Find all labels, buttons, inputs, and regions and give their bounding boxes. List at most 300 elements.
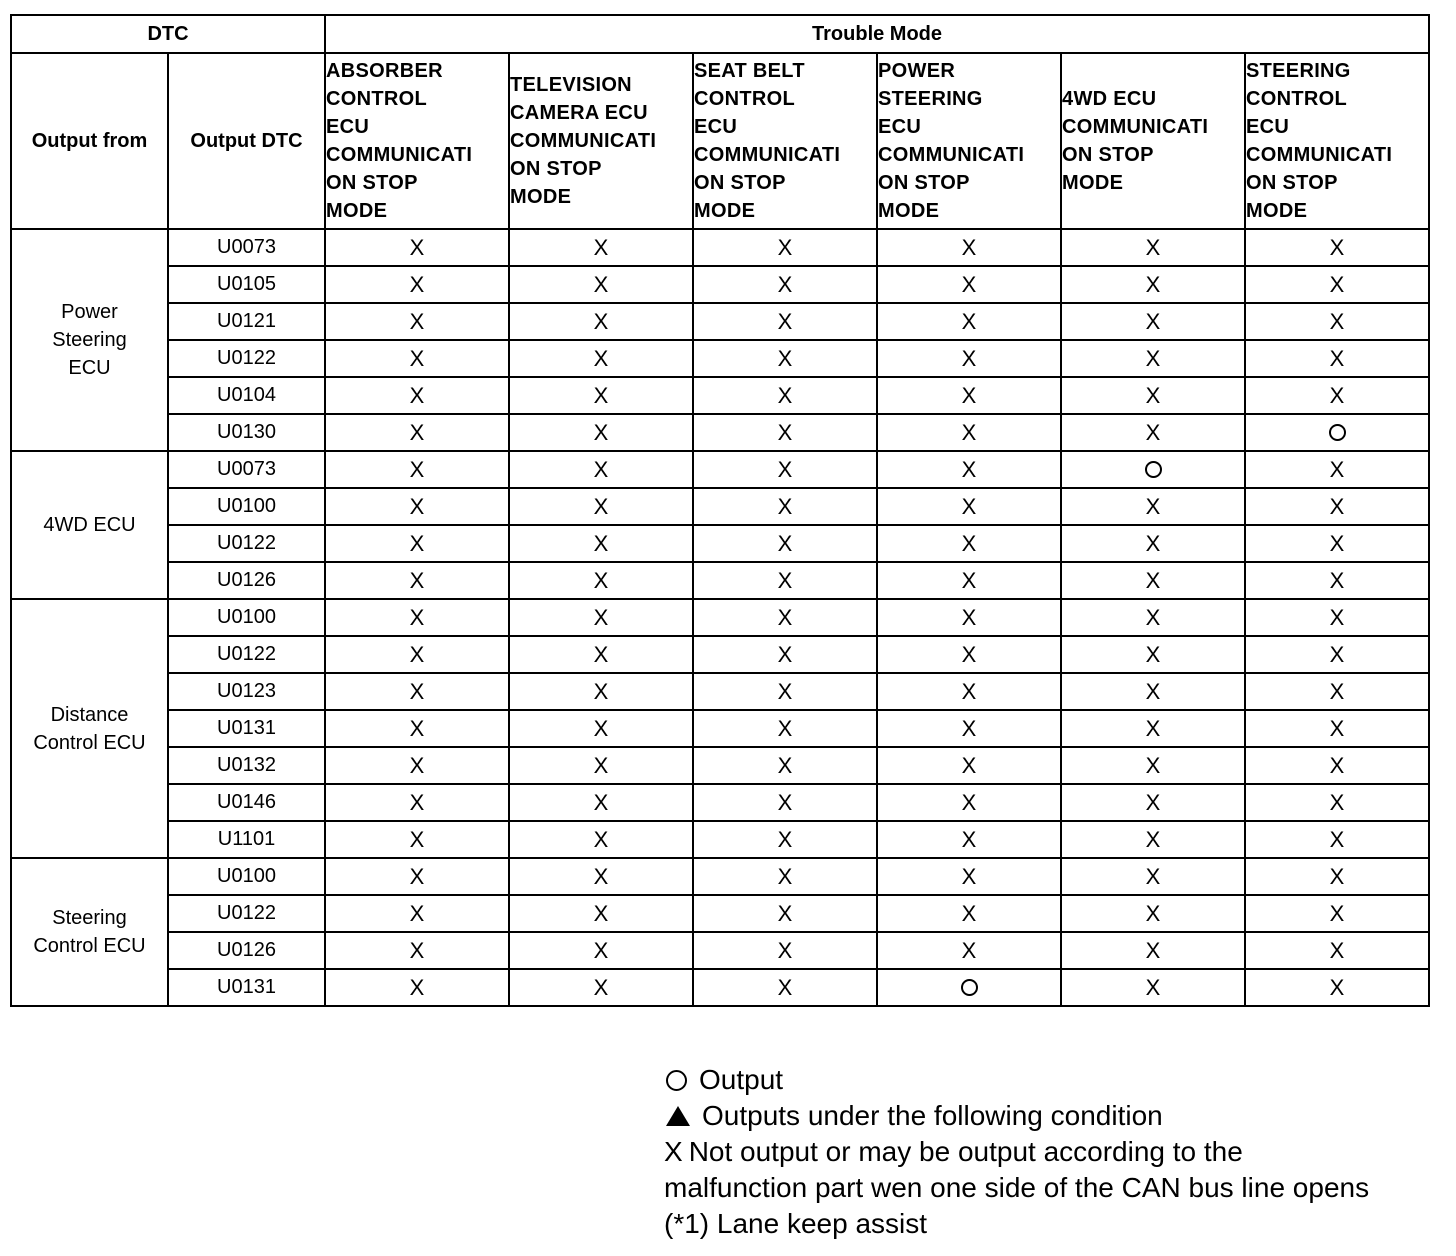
mode-cell [1245,451,1429,488]
x-mark-icon: X [664,1136,683,1167]
x-mark-icon: X [593,789,609,815]
x-mark-icon: X [961,493,977,519]
mode-cell [1061,414,1245,451]
mode-cell [877,488,1061,525]
x-mark-icon: X [409,900,425,926]
mode-cell [1061,969,1245,1006]
legend-output-text: Output [699,1064,784,1095]
x-mark-icon: X [777,752,793,778]
output-circle-icon [1329,424,1346,441]
mode-cell [509,895,693,932]
dtc-code: U0122 [168,340,325,377]
mode-cell [877,229,1061,266]
x-mark-icon: X [777,345,793,371]
dtc-code: U0073 [168,451,325,488]
mode-cell [1061,340,1245,377]
mode-cell [509,673,693,710]
dtc-code: U0146 [168,784,325,821]
mode-cell [509,229,693,266]
x-mark-icon: X [409,308,425,334]
mode-cell [693,821,877,858]
x-mark-icon: X [1329,974,1345,1000]
x-mark-icon: X [593,345,609,371]
x-mark-icon: X [1145,678,1161,704]
x-mark-icon: X [593,863,609,889]
group-name: Power Steering ECU [11,229,168,451]
mode-cell [693,636,877,673]
x-mark-icon: X [1329,900,1345,926]
mode-cell [1061,710,1245,747]
mode-cell [1245,932,1429,969]
mode-cell [325,895,509,932]
mode-cell [877,784,1061,821]
x-mark-icon: X [961,789,977,815]
x-mark-icon: X [1145,493,1161,519]
x-mark-icon: X [1145,900,1161,926]
x-mark-icon: X [961,826,977,852]
mode-cell [693,858,877,895]
x-mark-icon: X [409,789,425,815]
table-row [11,932,1429,969]
x-mark-icon: X [777,900,793,926]
table-row [11,599,1429,636]
x-mark-icon: X [1329,715,1345,741]
x-mark-icon: X [1329,345,1345,371]
mode-cell [509,488,693,525]
x-mark-icon: X [593,234,609,260]
mode-cell [1245,525,1429,562]
x-mark-icon: X [961,752,977,778]
mode-cell [509,932,693,969]
x-mark-icon: X [1145,271,1161,297]
mode-cell [1245,710,1429,747]
mode-cell [877,895,1061,932]
x-mark-icon: X [409,604,425,630]
mode-cell [1061,636,1245,673]
x-mark-icon: X [1329,493,1345,519]
x-mark-icon: X [961,271,977,297]
mode-cell [693,969,877,1006]
x-mark-icon: X [961,308,977,334]
x-mark-icon: X [961,678,977,704]
mode-cell [1061,747,1245,784]
x-mark-icon: X [961,937,977,963]
mode-cell [877,451,1061,488]
x-mark-icon: X [777,456,793,482]
mode-cell [693,599,877,636]
dtc-code: U0122 [168,525,325,562]
mode-cell [877,303,1061,340]
mode-cell [693,932,877,969]
table-body [11,229,1429,1006]
mode-cell [1061,266,1245,303]
x-mark-icon: X [777,234,793,260]
mode-cell [509,821,693,858]
mode-cell [693,710,877,747]
x-mark-icon: X [409,271,425,297]
legend-x [664,1134,1444,1170]
header-mode-4wd: 4WD ECU COMMUNICATI ON STOP MODE [1061,53,1245,229]
x-mark-icon: X [1145,234,1161,260]
dtc-code: U0121 [168,303,325,340]
dtc-code: U0100 [168,488,325,525]
table-row [11,673,1429,710]
x-mark-icon: X [1145,863,1161,889]
mode-cell [509,451,693,488]
mode-cell [1245,636,1429,673]
x-mark-icon: X [593,900,609,926]
legend-x-continued [664,1170,1444,1206]
dtc-code: U0126 [168,932,325,969]
dtc-code: U0073 [168,229,325,266]
mode-cell [693,340,877,377]
x-mark-icon: X [593,493,609,519]
mode-cell [325,488,509,525]
table-row [11,451,1429,488]
x-mark-icon: X [777,419,793,445]
x-mark-icon: X [1145,752,1161,778]
table-row [11,969,1429,1006]
mode-cell [325,821,509,858]
mode-cell [325,303,509,340]
mode-cell [1061,673,1245,710]
mode-cell [877,340,1061,377]
table-row [11,266,1429,303]
table-row [11,710,1429,747]
x-mark-icon: X [593,678,609,704]
table-row [11,821,1429,858]
x-mark-icon: X [409,234,425,260]
x-mark-icon: X [409,715,425,741]
table-row [11,377,1429,414]
mode-cell [693,562,877,599]
mode-cell [877,377,1061,414]
legend-x-text-2: malfunction part wen one side of the CAN bus line opens [664,1172,1370,1203]
legend-condition-text: Outputs under the following condition [702,1100,1163,1131]
group-name: Steering Control ECU [11,858,168,1006]
mode-cell [1061,229,1245,266]
x-mark-icon: X [409,678,425,704]
x-mark-icon: X [409,345,425,371]
mode-cell [1061,488,1245,525]
mode-cell [509,525,693,562]
x-mark-icon: X [961,456,977,482]
mode-cell [693,525,877,562]
x-mark-icon: X [593,604,609,630]
x-mark-icon: X [1145,789,1161,815]
mode-cell [877,821,1061,858]
mode-cell [325,599,509,636]
x-mark-icon: X [593,826,609,852]
mode-cell [1061,784,1245,821]
x-mark-icon: X [593,419,609,445]
mode-cell [877,932,1061,969]
table-row [11,340,1429,377]
mode-cell [693,673,877,710]
legend-note [664,1206,1444,1242]
mode-cell [509,562,693,599]
table-row [11,229,1429,266]
dtc-code: U0132 [168,747,325,784]
mode-cell [693,784,877,821]
x-mark-icon: X [409,937,425,963]
mode-cell [325,266,509,303]
table-row [11,895,1429,932]
x-mark-icon: X [1329,308,1345,334]
x-mark-icon: X [777,715,793,741]
x-mark-icon: X [777,641,793,667]
mode-cell [1245,266,1429,303]
x-mark-icon: X [409,863,425,889]
x-mark-icon: X [409,493,425,519]
header-mode-absorber: ABSORBER CONTROL ECU COMMUNICATI ON STOP MODE [325,53,509,229]
mode-cell [325,932,509,969]
legend-note-text: (*1) Lane keep assist [664,1208,928,1239]
mode-cell [1061,562,1245,599]
x-mark-icon: X [1329,530,1345,556]
mode-cell [509,969,693,1006]
mode-cell [1245,747,1429,784]
table-row [11,488,1429,525]
x-mark-icon: X [593,641,609,667]
x-mark-icon: X [777,789,793,815]
mode-cell [877,858,1061,895]
mode-cell [509,784,693,821]
x-mark-icon: X [1145,641,1161,667]
output-circle-icon [961,979,978,996]
mode-cell [693,747,877,784]
x-mark-icon: X [961,419,977,445]
mode-cell [693,266,877,303]
mode-cell [509,599,693,636]
x-mark-icon: X [1329,863,1345,889]
x-mark-icon: X [961,345,977,371]
x-mark-icon: X [1145,345,1161,371]
mode-cell [877,562,1061,599]
mode-cell [693,895,877,932]
dtc-code: U0100 [168,858,325,895]
mode-cell [325,747,509,784]
mode-cell [509,414,693,451]
header-output-from: Output from [11,53,168,229]
x-mark-icon: X [409,530,425,556]
x-mark-icon: X [593,530,609,556]
x-mark-icon: X [1329,826,1345,852]
mode-cell [325,229,509,266]
x-mark-icon: X [961,900,977,926]
mode-cell [1245,562,1429,599]
x-mark-icon: X [1329,567,1345,593]
mode-cell [1245,488,1429,525]
x-mark-icon: X [593,567,609,593]
header-trouble-mode: Trouble Mode [325,15,1429,53]
mode-cell [1061,821,1245,858]
mode-cell [1061,451,1245,488]
dtc-code: U0126 [168,562,325,599]
x-mark-icon: X [1329,456,1345,482]
header-mode-power-steering: POWER STEERING ECU COMMUNICATI ON STOP MODE [877,53,1061,229]
x-mark-icon: X [1329,382,1345,408]
mode-cell [877,266,1061,303]
mode-cell [509,710,693,747]
output-circle-icon [1145,461,1162,478]
mode-cell [1245,303,1429,340]
dtc-code: U0122 [168,895,325,932]
table-row [11,562,1429,599]
dtc-code: U0105 [168,266,325,303]
table-row [11,525,1429,562]
x-mark-icon: X [777,382,793,408]
header-row-top [11,15,1429,53]
x-mark-icon: X [409,826,425,852]
mode-cell [1061,525,1245,562]
x-mark-icon: X [1145,308,1161,334]
legend-condition [664,1098,1444,1134]
header-mode-seat-belt: SEAT BELT CONTROL ECU COMMUNICATI ON STOP MODE [693,53,877,229]
x-mark-icon: X [777,678,793,704]
legend-x-text-1: Not output or may be output according to the [688,1136,1243,1167]
x-mark-icon: X [961,863,977,889]
mode-cell [1245,599,1429,636]
header-mode-steering-control: STEERING CONTROL ECU COMMUNICATI ON STOP MODE [1245,53,1429,229]
group-name: Distance Control ECU [11,599,168,858]
x-mark-icon: X [1145,937,1161,963]
x-mark-icon: X [1145,604,1161,630]
x-mark-icon: X [1329,271,1345,297]
x-mark-icon: X [409,456,425,482]
x-mark-icon: X [777,493,793,519]
x-mark-icon: X [777,530,793,556]
dtc-trouble-mode-table [10,14,1430,1007]
mode-cell [1061,377,1245,414]
dtc-code: U0123 [168,673,325,710]
x-mark-icon: X [593,308,609,334]
dtc-code: U0100 [168,599,325,636]
x-mark-icon: X [777,604,793,630]
x-mark-icon: X [961,715,977,741]
mode-cell [325,451,509,488]
table-row [11,784,1429,821]
header-output-dtc: Output DTC [168,53,325,229]
x-mark-icon: X [409,752,425,778]
table-row [11,303,1429,340]
mode-cell [1061,858,1245,895]
mode-cell [877,969,1061,1006]
mode-cell [325,858,509,895]
x-mark-icon: X [1145,974,1161,1000]
table-row [11,858,1429,895]
mode-cell [509,266,693,303]
circle-icon [666,1070,687,1091]
mode-cell [693,451,877,488]
x-mark-icon: X [409,974,425,1000]
mode-cell [1245,414,1429,451]
x-mark-icon: X [593,715,609,741]
mode-cell [1061,932,1245,969]
x-mark-icon: X [1329,604,1345,630]
mode-cell [325,969,509,1006]
mode-cell [1245,821,1429,858]
header-row-columns [11,53,1429,229]
x-mark-icon: X [1145,382,1161,408]
x-mark-icon: X [409,382,425,408]
x-mark-icon: X [593,752,609,778]
mode-cell [325,377,509,414]
dtc-code: U0131 [168,710,325,747]
mode-cell [1245,377,1429,414]
x-mark-icon: X [409,641,425,667]
x-mark-icon: X [961,641,977,667]
x-mark-icon: X [777,863,793,889]
x-mark-icon: X [409,419,425,445]
header-dtc: DTC [11,15,325,53]
x-mark-icon: X [1329,678,1345,704]
x-mark-icon: X [961,604,977,630]
mode-cell [877,599,1061,636]
mode-cell [509,377,693,414]
x-mark-icon: X [1145,826,1161,852]
mode-cell [1245,784,1429,821]
x-mark-icon: X [593,271,609,297]
x-mark-icon: X [1329,937,1345,963]
mode-cell [509,303,693,340]
x-mark-icon: X [1145,419,1161,445]
x-mark-icon: X [961,382,977,408]
mode-cell [1245,340,1429,377]
group-name: 4WD ECU [11,451,168,599]
mode-cell [325,636,509,673]
mode-cell [325,414,509,451]
dtc-code: U0104 [168,377,325,414]
x-mark-icon: X [1145,567,1161,593]
mode-cell [325,673,509,710]
mode-cell [509,636,693,673]
table-row [11,747,1429,784]
mode-cell [877,747,1061,784]
mode-cell [325,784,509,821]
x-mark-icon: X [777,826,793,852]
dtc-code: U0131 [168,969,325,1006]
header-mode-television: TELEVISION CAMERA ECU COMMUNICATI ON STOP MODE [509,53,693,229]
mode-cell [1245,229,1429,266]
mode-cell [509,747,693,784]
x-mark-icon: X [1145,715,1161,741]
mode-cell [325,525,509,562]
x-mark-icon: X [1145,530,1161,556]
mode-cell [325,340,509,377]
table-row [11,636,1429,673]
mode-cell [693,303,877,340]
mode-cell [1245,858,1429,895]
mode-cell [325,562,509,599]
x-mark-icon: X [593,382,609,408]
dtc-code: U0122 [168,636,325,673]
x-mark-icon: X [961,567,977,593]
mode-cell [877,525,1061,562]
mode-cell [1245,895,1429,932]
mode-cell [1061,599,1245,636]
dtc-code: U1101 [168,821,325,858]
legend-output [664,1062,1444,1098]
mode-cell [1245,673,1429,710]
x-mark-icon: X [593,974,609,1000]
x-mark-icon: X [777,567,793,593]
mode-cell [1061,895,1245,932]
mode-cell [509,858,693,895]
mode-cell [1245,969,1429,1006]
x-mark-icon: X [1329,789,1345,815]
mode-cell [693,229,877,266]
